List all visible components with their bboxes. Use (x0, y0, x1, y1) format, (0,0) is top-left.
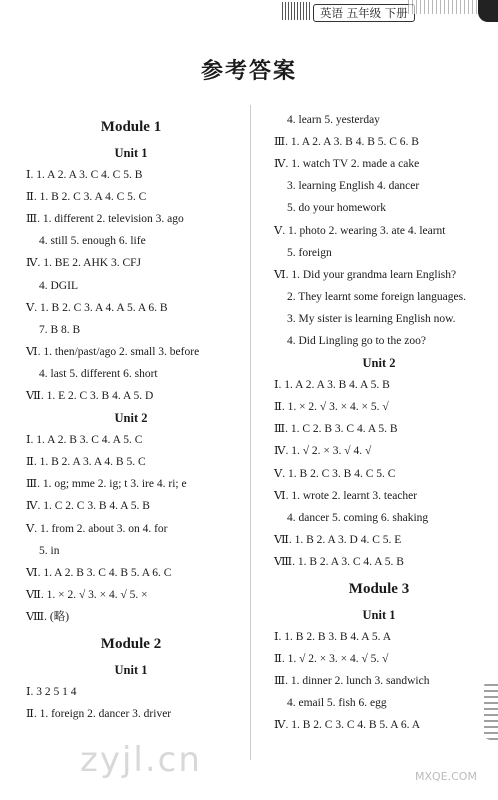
answer-line: 4. still 5. enough 6. life (39, 235, 146, 248)
answer-line: Ⅴ. 1. B 2. C 3. B 4. C 5. C (274, 467, 396, 480)
header-decoration (282, 2, 310, 20)
answer-line: Ⅴ. 1. from 2. about 3. on 4. for (26, 522, 168, 535)
page-title: 参考答案 (200, 59, 297, 84)
answer-line: Ⅰ. 1. A 2. A 3. C 4. C 5. B (26, 169, 143, 181)
answer-line: Ⅴ. 1. B 2. C 3. A 4. A 5. A 6. B (26, 301, 168, 314)
answer-line: Ⅳ. 1. √ 2. × 3. √ 4. √ (274, 445, 372, 458)
answer-line: Ⅱ. 1. B 2. C 3. A 4. C 5. C (26, 191, 147, 204)
answer-line: Ⅵ. 1. wrote 2. learnt 3. teacher (274, 489, 418, 502)
unit-heading: Unit 1 (114, 146, 148, 160)
module-heading: Module 2 (100, 636, 162, 652)
answer-line: 4. email 5. fish 6. egg (287, 697, 387, 710)
watermark: zyjl.cn (80, 740, 202, 780)
answer-line: Ⅶ. 1. × 2. √ 3. × 4. √ 5. × (26, 588, 148, 601)
answer-line: Ⅰ. 1. B 2. B 3. B 4. A 5. A (274, 631, 392, 643)
answer-line: Ⅵ. 1. then/past/ago 2. small 3. before (26, 345, 200, 358)
answer-line: Ⅰ. 1. A 2. B 3. C 4. A 5. C (26, 434, 143, 447)
answer-line: Ⅰ. 3 2 5 1 4 (26, 686, 77, 698)
answer-line: Ⅱ. 1. √ 2. × 3. × 4. √ 5. √ (274, 653, 389, 666)
answer-line: 4. learn 5. yesterday (287, 114, 380, 126)
answer-line: Ⅴ. 1. photo 2. wearing 3. ate 4. learnt (274, 224, 446, 237)
corner-tab (478, 0, 498, 22)
answer-line: Ⅳ. 1. BE 2. AHK 3. CFJ (26, 257, 142, 270)
answer-line: Ⅲ. 1. og; mme 2. ig; t 3. ire 4. ri; e (26, 478, 187, 491)
answer-line: Ⅲ. 1. C 2. B 3. C 4. A 5. B (274, 423, 398, 436)
answer-line: Ⅱ. 1. × 2. √ 3. × 4. × 5. √ (274, 401, 389, 414)
answer-line: 4. DGIL (39, 279, 78, 292)
unit-heading: Unit 1 (114, 663, 148, 677)
answer-line: 5. in (39, 544, 60, 557)
header-label: 英语 五年级 下册 (313, 4, 415, 22)
answer-line: 3. My sister is learning English now. (287, 312, 456, 325)
answer-line: Ⅶ. 1. E 2. C 3. B 4. A 5. D (26, 390, 154, 402)
answer-line: 2. They learnt some foreign languages. (287, 290, 466, 303)
answer-line: Ⅳ. 1. watch TV 2. made a cake (274, 158, 420, 171)
answer-line: 4. Did Lingling go to the zoo? (287, 335, 426, 347)
answer-line: 5. do your homework (287, 202, 387, 215)
answer-line: Ⅵ. 1. Did your grandma learn English? (274, 268, 457, 281)
unit-heading: Unit 1 (362, 608, 396, 622)
answer-line: Ⅲ. 1. dinner 2. lunch 3. sandwich (274, 675, 430, 688)
module-heading: Module 3 (348, 581, 410, 597)
answer-line: Ⅳ. 1. C 2. C 3. B 4. A 5. B (26, 500, 150, 513)
unit-heading: Unit 2 (362, 356, 396, 371)
answer-line: 7. B 8. B (39, 323, 81, 336)
answer-line: Ⅱ. 1. B 2. A 3. A 4. B 5. C (26, 456, 146, 469)
answer-line: 4. dancer 5. coming 6. shaking (287, 511, 429, 524)
answer-line: 5. foreign (287, 246, 332, 259)
page-header (0, 0, 498, 24)
watermark-corner: MXQE.COM (415, 770, 477, 783)
answer-line: Ⅳ. 1. B 2. C 3. C 4. B 5. A 6. A (274, 719, 421, 732)
answer-line: Ⅷ. (略) (26, 610, 70, 623)
answer-line: Ⅵ. 1. A 2. B 3. C 4. B 5. A 6. C (26, 566, 172, 579)
answer-line: Ⅶ. 1. B 2. A 3. D 4. C 5. E (274, 533, 402, 546)
unit-heading: Unit 2 (114, 411, 148, 426)
answer-line: Ⅲ. 1. different 2. television 3. ago (26, 213, 184, 226)
side-decoration (484, 680, 498, 740)
answer-line: Ⅱ. 1. foreign 2. dancer 3. driver (26, 708, 172, 721)
answer-line: 4. last 5. different 6. short (39, 367, 158, 380)
answer-line: Ⅷ. 1. B 2. A 3. C 4. A 5. B (274, 555, 404, 568)
answer-line: Ⅰ. 1. A 2. A 3. B 4. A 5. B (274, 379, 390, 392)
answer-line: Ⅲ. 1. A 2. A 3. B 4. B 5. C 6. B (274, 136, 419, 149)
header-decoration-right (408, 0, 478, 14)
column-divider (250, 105, 251, 760)
module-heading: Module 1 (100, 119, 162, 135)
answer-line: 3. learning English 4. dancer (287, 180, 420, 193)
